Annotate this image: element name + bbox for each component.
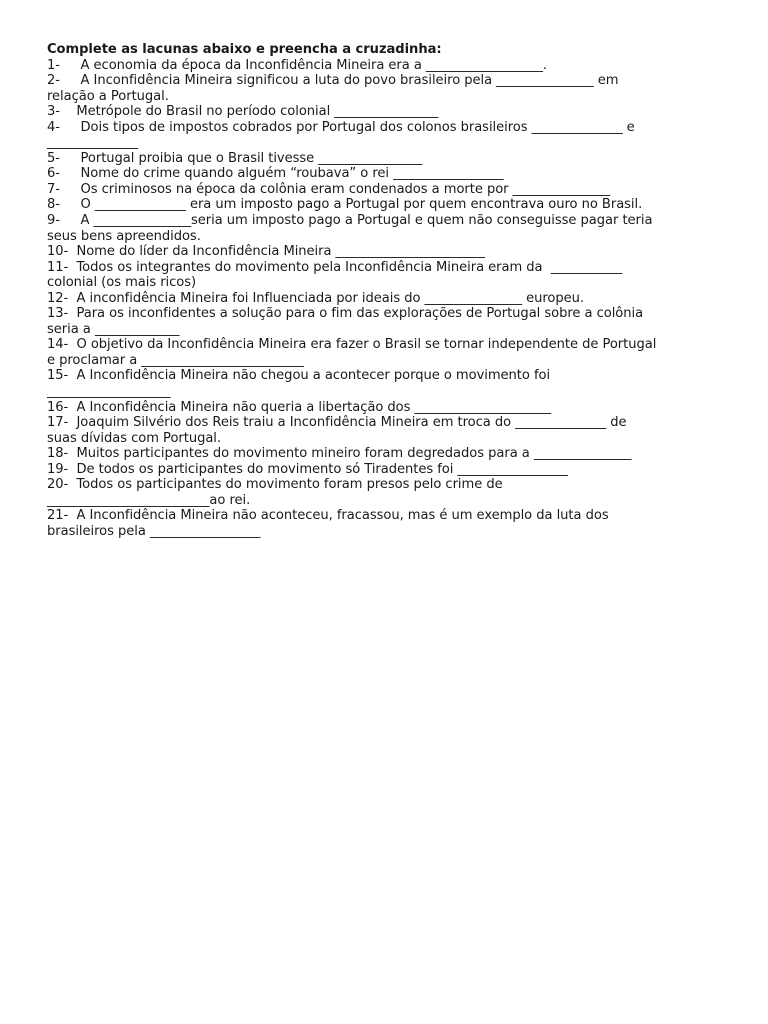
question-line: 6- Nome do crime quando alguém “roubava” o rei _________________ — [47, 166, 504, 182]
question-line: colonial (os mais ricos) — [47, 275, 197, 291]
question-line: 20- Todos os participantes do movimento foram presos pelo crime de — [47, 477, 503, 493]
question-line: 11- Todos os integrantes do movimento pela Inconfidência Mineira eram da ___________ — [47, 259, 623, 275]
question-line: 8- O ______________ era um imposto pago a Portugal por quem encontrava ouro no Brasil. — [47, 197, 643, 213]
question-line: 9- A _______________seria um imposto pago a Portugal e quem não conseguisse pagar teria — [47, 213, 653, 229]
question-line: ___________________ — [47, 384, 171, 400]
question-line: seria a _____________ — [47, 321, 180, 337]
question-line: 12- A inconfidência Mineira foi Influenciada por ideais do _______________ europeu. — [47, 290, 585, 306]
question-line: 5- Portugal proibia que o Brasil tivesse ________________ — [47, 150, 423, 166]
question-line: 21- A Inconfidência Mineira não aconteceu, fracassou, mas é um exemplo da luta dos — [47, 508, 609, 524]
question-line: 1- A economia da época da Inconfidência Mineira era a __________________. — [47, 57, 547, 73]
question-line: relação a Portugal. — [47, 88, 169, 104]
question-line: 10- Nome do líder da Inconfidência Mineira _______________________ — [47, 244, 485, 260]
question-line: 15- A Inconfidência Mineira não chegou a acontecer porque o movimento foi — [47, 368, 551, 384]
question-line: 19- De todos os participantes do movimento só Tiradentes foi _________________ — [47, 461, 568, 477]
question-line: 18- Muitos participantes do movimento mineiro foram degredados para a _______________ — [47, 446, 632, 462]
question-line: 3- Metrópole do Brasil no período colonial ________________ — [47, 104, 439, 120]
worksheet-title: Complete as lacunas abaixo e preencha a cruzadinha: — [47, 42, 442, 57]
question-line: 16- A Inconfidência Mineira não queria a libertação dos _____________________ — [47, 399, 551, 415]
question-line: seus bens apreendidos. — [47, 228, 201, 244]
question-line: suas dívidas com Portugal. — [47, 430, 222, 446]
question-line: 7- Os criminosos na época da colônia eram condenados a morte por _______________ — [47, 181, 611, 197]
question-line: 13- Para os inconfidentes a solução para o fim das explorações de Portugal sobre a colônia — [47, 306, 644, 322]
question-line: 2- A Inconfidência Mineira significou a luta do povo brasileiro pela _______________ em — [47, 73, 619, 89]
question-line: 4- Dois tipos de impostos cobrados por Portugal dos colonos brasileiros ______________ e — [47, 119, 635, 135]
question-line: 17- Joaquim Silvério dos Reis traiu a Inconfidência Mineira em troca do ______________ de — [47, 415, 627, 431]
question-line: _________________________ao rei. — [47, 492, 251, 508]
question-line: e proclamar a _________________________ — [47, 352, 304, 368]
worksheet-body — [47, 42, 727, 540]
question-line: ______________ — [47, 135, 138, 151]
question-line: 14- O objetivo da Inconfidência Mineira era fazer o Brasil se tornar independente de Portugal — [47, 337, 657, 353]
question-line: brasileiros pela _________________ — [47, 523, 261, 539]
